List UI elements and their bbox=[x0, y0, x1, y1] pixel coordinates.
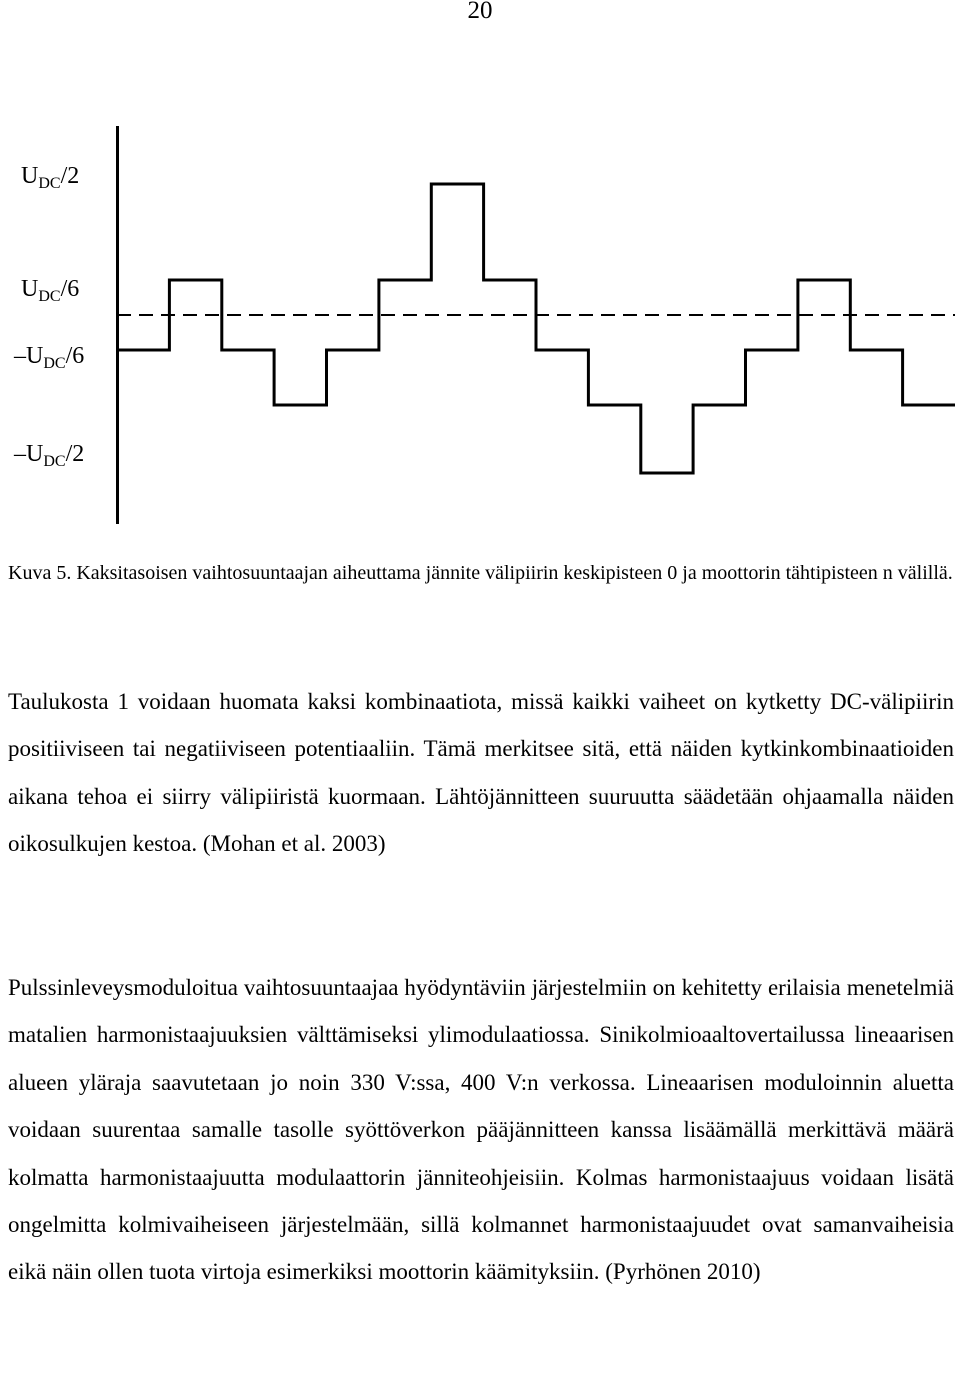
body-paragraph-1: Taulukosta 1 voidaan huomata kaksi kombinaatiota, missä kaikki vaiheet on kytketty DC-välipiirin positiiviseen tai negatiiviseen potentiaaliin. Tämä merkitsee sitä, että näiden kytkinkombinaatioiden aikana tehoa ei siirry välipiiristä kuormaan. Lähtöjännitteen suuruutta säädetään ohjaamalla näiden oikosulkujen kestoa. (Mohan et al. 2003) bbox=[8, 689, 954, 857]
body-paragraph-2: Pulssinleveysmoduloitua vaihtosuuntaajaa hyödyntäviin järjestelmiin on kehitetty erilaisia menetelmiä matalien harmonistaajuuksien välttämiseksi ylimodulaatiossa. Sinikolmioaaltovertailussa lineaarisen alueen yläraja saavutetaan jo noin 330 V:ssa, 400 V:n verkossa. Lineaarisen moduloinnin aluetta voidaan suurentaa samalle tasolle syöttöverkon pääjännitteen kanssa lisäämällä merkittävä määrä kolmatta harmonistaajuutta modulaattorin jänniteohjeisiin. Kolmas harmonistaajuus voidaan lisätä ongelmitta kolmivaiheiseen järjestelmään, sillä kolmannet harmonistaajuudet ovat samanvaiheisia eikä näin ollen tuota virtoja esimerkiksi moottorin käämityksiin. (Pyrhönen 2010) bbox=[8, 975, 954, 1285]
level-label-pos-sixth: $U_{DC}/6$ bbox=[21, 276, 80, 305]
level-label-neg-half: $-U_{DC}/2$ bbox=[14, 441, 85, 470]
level-label-pos-half: $U_{DC}/2$ bbox=[21, 163, 80, 192]
level-label-neg-sixth: $-U_{DC}/6$ bbox=[14, 343, 85, 372]
stepped-voltage-waveform bbox=[117, 184, 955, 473]
figure-caption: Kuva 5. Kaksitasoisen vaihtosuuntaajan aiheuttama jännite välipiirin keskipisteen 0 ja moottorin tähtipisteen n välillä. bbox=[8, 562, 953, 584]
page-number: 20 bbox=[467, 0, 493, 24]
voltage-waveform-plot bbox=[0, 0, 960, 540]
